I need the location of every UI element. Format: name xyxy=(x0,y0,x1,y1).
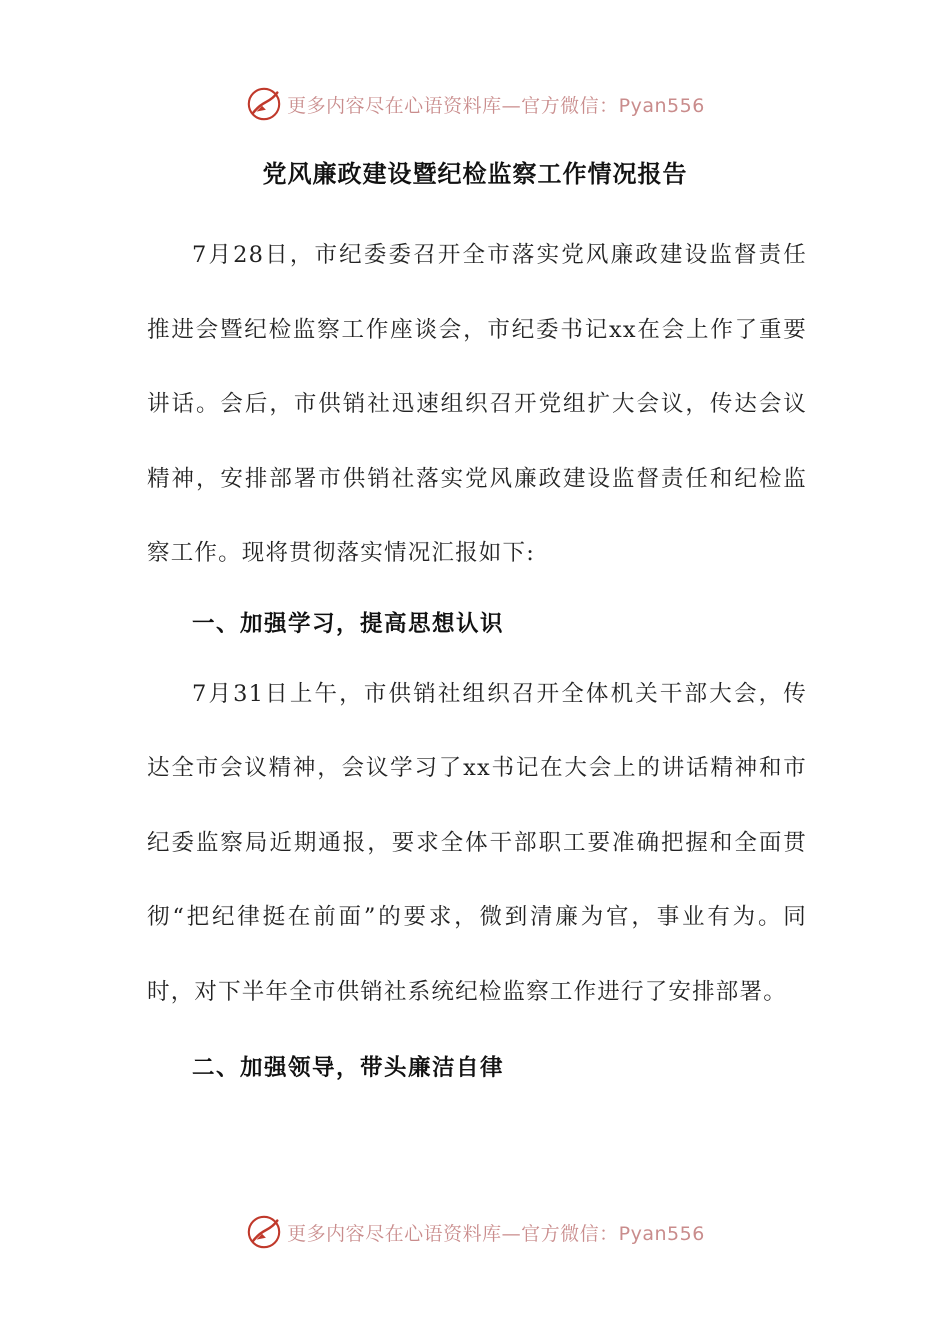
pen-logo-icon xyxy=(245,85,283,123)
intro-paragraph: 7月28日，市纪委委召开全市落实党风廉政建设监督责任推进会暨纪检监察工作座谈会，市纪委书记xx在会上作了重要讲话。会后，市供销社迅速组织召开党组扩大会议，传达会议精神，安排部署市供销社落实党风廉政建设监督责任和纪检监察工作。现将贯彻落实情况汇报如下: xyxy=(147,242,807,566)
section-heading-2: 二、加强领导，带头廉洁自律 xyxy=(192,1055,505,1081)
section-1-paragraph: 7月31日上午，市供销社组织召开全体机关干部大会，传达全市会议精神，会议学习了xx书记在大会上的讲话精神和市纪委监察局近期通报，要求全体干部职工要准确把握和全面贯彻“把纪律挺在前面”的要求，微到清廉为官，事业有为。同时，对下半年全市供销社系统纪检监察工作进行了安排部署。 xyxy=(147,680,807,1005)
document-title: 党风廉政建设暨纪检监察工作情况报告 xyxy=(262,159,688,188)
section-heading-1: 一、加强学习，提高思想认识 xyxy=(192,610,505,637)
watermark-wechat-id: Pyan556 xyxy=(618,94,705,117)
pen-logo-icon xyxy=(245,1213,283,1251)
document-body xyxy=(147,218,807,1101)
header-watermark xyxy=(0,84,950,124)
watermark-wechat-id: Pyan556 xyxy=(618,1222,705,1245)
footer-watermark xyxy=(0,1212,950,1252)
watermark-text: 更多内容尽在心语资料库—官方微信：Pyan556 xyxy=(287,1222,705,1245)
watermark-text: 更多内容尽在心语资料库—官方微信：Pyan556 xyxy=(287,94,705,117)
